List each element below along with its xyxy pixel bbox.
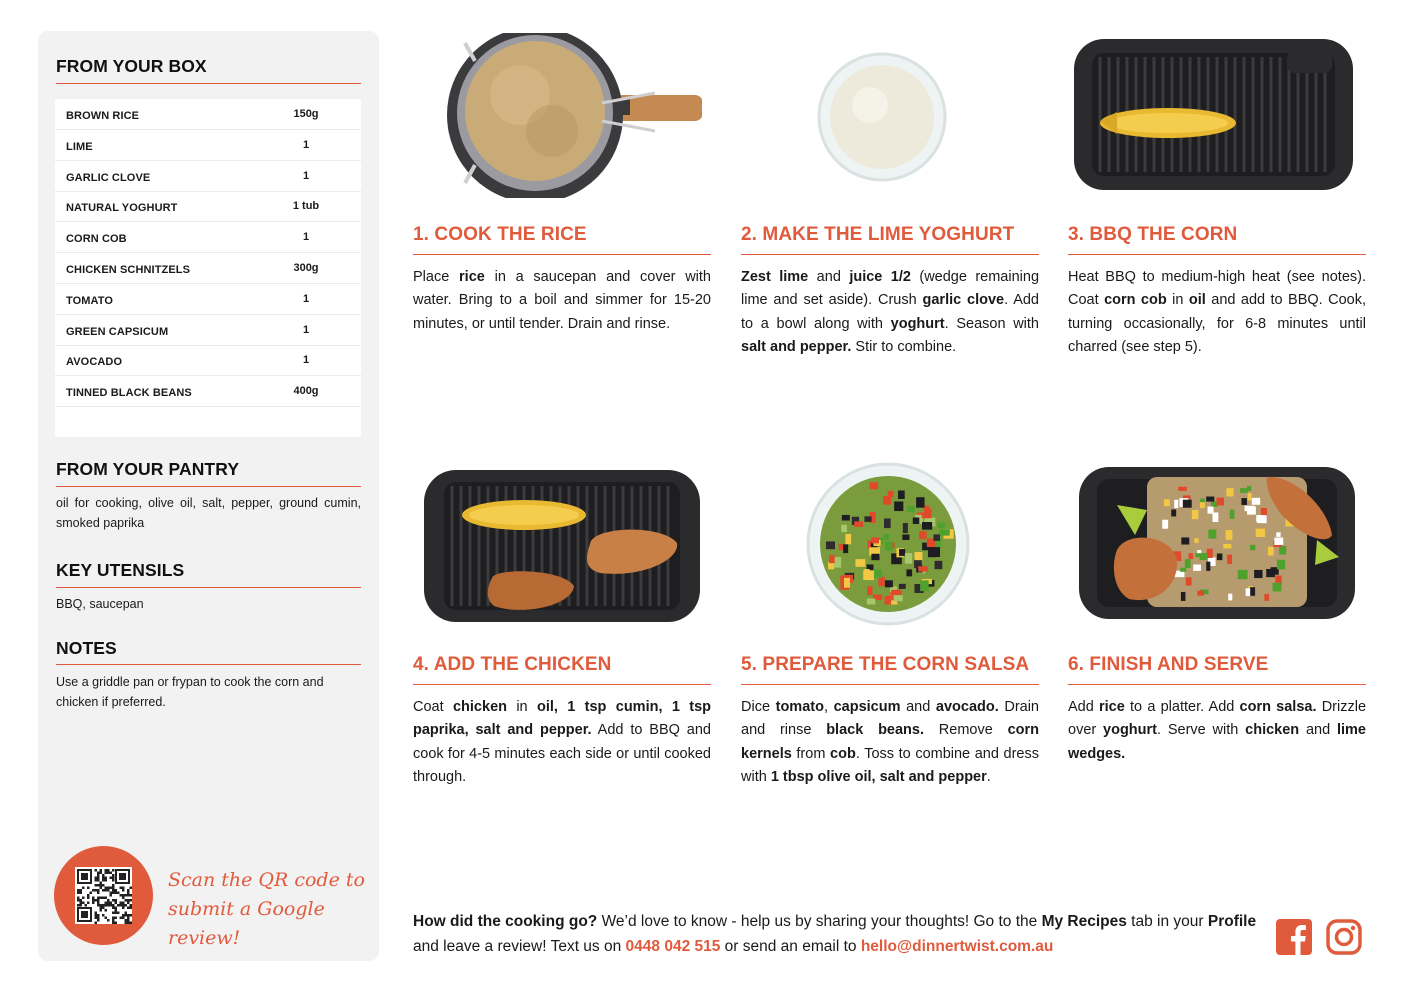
ingredient-row <box>55 191 361 222</box>
instruction-text: to a platter. Add <box>1124 699 1240 715</box>
instruction-text: Dice <box>741 699 776 715</box>
bold-ingredient-text: tomato <box>775 699 824 715</box>
ingredient-quantity: 150g <box>293 108 319 120</box>
chicken-and-corn-griddle-photo <box>422 468 702 624</box>
bold-ingredient-text: oil, 1 tsp cumin, 1 tsp paprika, salt and pepper. <box>413 699 711 739</box>
bold-ingredient-text: oil <box>1188 292 1206 309</box>
ingredients-table <box>55 99 361 437</box>
bold-ingredient-text: avocado. <box>935 699 999 715</box>
instruction-text: . <box>986 769 991 786</box>
step-divider <box>741 684 1039 685</box>
bold-ingredient-text: corn salsa. <box>1239 699 1317 715</box>
ingredient-name: CHICKEN SCHNITZELS <box>66 264 191 276</box>
ingredient-name: GREEN CAPSICUM <box>66 325 169 338</box>
bold-ingredient-text: yoghurt <box>890 315 945 332</box>
qr-code[interactable] <box>75 867 132 924</box>
ingredient-quantity: 1 <box>302 323 310 336</box>
ingredient-name: NATURAL YOGHURT <box>66 202 178 215</box>
ingredient-row <box>55 284 361 315</box>
ingredient-row <box>55 345 361 376</box>
contact-link[interactable]: hello@dinnertwist.com.au <box>860 938 1054 955</box>
yoghurt-bowl-photo <box>815 50 950 185</box>
ingredient-name: AVOCADO <box>66 356 123 369</box>
bold-ingredient-text: Zest lime <box>741 269 809 285</box>
ingredient-quantity: 1 <box>302 169 310 182</box>
step-title: 6. FINISH AND SERVE <box>1068 654 1269 675</box>
section-divider <box>56 587 361 588</box>
salsa-bowl-photo <box>806 462 970 626</box>
step-instructions <box>741 266 1039 360</box>
rice-in-sieve-photo <box>440 33 702 198</box>
instruction-text: and <box>1299 722 1337 739</box>
step-title: 5. PREPARE THE CORN SALSA <box>741 654 1030 675</box>
instruction-text: and <box>900 699 936 715</box>
instruction-text: Drizzle over <box>1068 699 1367 739</box>
ingredient-name: TOMATO <box>66 294 114 307</box>
ingredient-row <box>55 376 361 407</box>
footer-text: and leave a review! Text us on <box>413 938 626 955</box>
bold-ingredient-text: yoghurt <box>1103 722 1157 739</box>
bold-ingredient-text: black beans. <box>826 722 925 739</box>
step-divider <box>1068 684 1366 685</box>
key-utensils-title: KEY UTENSILS <box>56 560 185 580</box>
pantry-text: oil for cooking, olive oil, salt, pepper, ground cumin, smoked paprika <box>56 496 361 530</box>
step-divider <box>741 254 1039 255</box>
instruction-text: Heat BBQ to medium-high heat (see notes). Coat <box>1068 269 1366 309</box>
bold-ingredient-text: corn kernels <box>741 722 1039 762</box>
instruction-text: from <box>791 745 831 762</box>
review-prompt <box>413 909 1263 959</box>
ingredient-quantity: 1 tub <box>292 200 320 213</box>
step-title: 2. MAKE THE LIME YOGHURT <box>741 224 1015 245</box>
instruction-text: Drain and rinse <box>741 699 1039 739</box>
ingredient-quantity: 1 <box>302 354 310 367</box>
step-instructions <box>741 696 1039 790</box>
instruction-text: , <box>823 699 834 715</box>
ingredient-name: LIME <box>66 140 93 153</box>
bold-ingredient-text: capsicum <box>833 699 901 715</box>
instruction-text: Add <box>1068 699 1100 715</box>
instruction-text: . Add to a bowl along with <box>741 292 1039 332</box>
bold-ingredient-text: chicken <box>1245 722 1300 739</box>
bold-ingredient-text: corn cob <box>1104 292 1167 309</box>
bold-ingredient-text: salt and pepper. <box>741 339 852 356</box>
footer-text: My Recipes <box>1041 913 1127 930</box>
ingredient-row <box>55 222 361 253</box>
from-your-pantry-title: FROM YOUR PANTRY <box>56 459 240 479</box>
step-instructions <box>413 696 711 790</box>
corn-on-griddle-photo <box>1072 37 1355 192</box>
instruction-text: in <box>1166 292 1189 309</box>
step-divider <box>413 254 711 255</box>
instruction-text: . Toss to combine and dress with <box>741 745 1039 786</box>
sidebar <box>38 31 379 961</box>
ingredient-name: CORN COB <box>66 233 127 246</box>
instruction-text: and add to BBQ. Cook, turning occasionally, for 6-8 minutes until charred (see step 5). <box>1068 292 1367 356</box>
from-your-box-title: FROM YOUR BOX <box>56 56 207 76</box>
bold-ingredient-text: rice <box>459 269 485 285</box>
bold-ingredient-text: chicken <box>452 699 507 715</box>
instruction-text: in a saucepan and cover with water. Bring to a boil and simmer for 15-20 minutes, or until tender. Drain and rinse. <box>413 269 711 332</box>
ingredient-quantity: 1 <box>302 231 310 244</box>
ingredient-row <box>55 253 361 284</box>
instruction-text: and <box>808 269 850 285</box>
finished-platter-photo <box>1077 465 1357 621</box>
footer-text: Profile <box>1207 913 1257 930</box>
step-title: 1. COOK THE RICE <box>413 224 587 245</box>
bold-ingredient-text: lime wedges. <box>1068 722 1366 762</box>
instruction-text: . Season with <box>944 315 1039 332</box>
ingredient-quantity: 300g <box>293 262 319 274</box>
footer-text: tab in your <box>1126 913 1208 930</box>
ingredient-row <box>55 99 361 130</box>
step-title: 4. ADD THE CHICKEN <box>413 654 612 675</box>
ingredient-quantity: 1 <box>302 138 310 151</box>
step-divider <box>1068 254 1366 255</box>
section-divider <box>56 486 361 487</box>
bold-ingredient-text: garlic clove <box>922 292 1005 309</box>
ingredient-row <box>55 161 361 192</box>
instagram-icon[interactable] <box>1326 919 1362 955</box>
instruction-text: Add to BBQ and cook for 4-5 minutes each side or until cooked through. <box>413 722 711 786</box>
step-title: 3. BBQ THE CORN <box>1068 224 1238 245</box>
step-instructions <box>413 266 711 336</box>
instruction-text: Remove <box>924 722 1008 739</box>
notes-title: NOTES <box>56 638 117 658</box>
instruction-text: (wedge remaining lime and set aside). Crush <box>741 269 1040 309</box>
instruction-text: . Serve with <box>1157 722 1246 739</box>
qr-caption-line-2: submit a Google review! <box>168 898 325 949</box>
qr-caption <box>168 866 368 953</box>
ingredient-name: BROWN RICE <box>66 110 140 122</box>
instruction-text: Place <box>413 269 460 285</box>
bold-ingredient-text: 1 tbsp olive oil, salt and pepper <box>770 769 987 786</box>
ingredient-quantity: 1 <box>302 292 310 305</box>
footer-text: We’d love to know - help us by sharing your thoughts! Go to the <box>597 913 1042 930</box>
section-divider <box>56 664 361 665</box>
instruction-text: in <box>506 699 537 715</box>
step-instructions <box>1068 696 1366 766</box>
qr-code-badge[interactable] <box>54 846 153 945</box>
ingredient-name: TINNED BLACK BEANS <box>66 387 192 400</box>
footer-text: or send an email to <box>720 938 861 955</box>
bold-ingredient-text: rice <box>1099 699 1125 715</box>
instruction-text: Coat <box>413 699 453 715</box>
notes-text: Use a griddle pan or frypan to cook the corn and chicken if preferred. <box>56 675 324 709</box>
bold-ingredient-text: juice 1/2 <box>849 269 911 285</box>
bold-ingredient-text: cob <box>830 745 856 762</box>
ingredient-quantity: 400g <box>293 385 319 398</box>
contact-link[interactable]: 0448 042 515 <box>625 938 721 955</box>
ingredient-name: GARLIC CLOVE <box>66 171 151 184</box>
facebook-icon[interactable] <box>1276 919 1312 955</box>
ingredient-row <box>55 130 361 161</box>
footer-text: How did the cooking go? <box>413 913 598 930</box>
step-divider <box>413 684 711 685</box>
qr-caption-line-1: Scan the QR code to <box>168 869 365 891</box>
section-divider <box>56 83 361 84</box>
ingredient-row <box>55 315 361 346</box>
instruction-text: Stir to combine. <box>851 339 957 356</box>
utensils-text: BBQ, saucepan <box>56 597 144 611</box>
step-instructions <box>1068 266 1366 360</box>
